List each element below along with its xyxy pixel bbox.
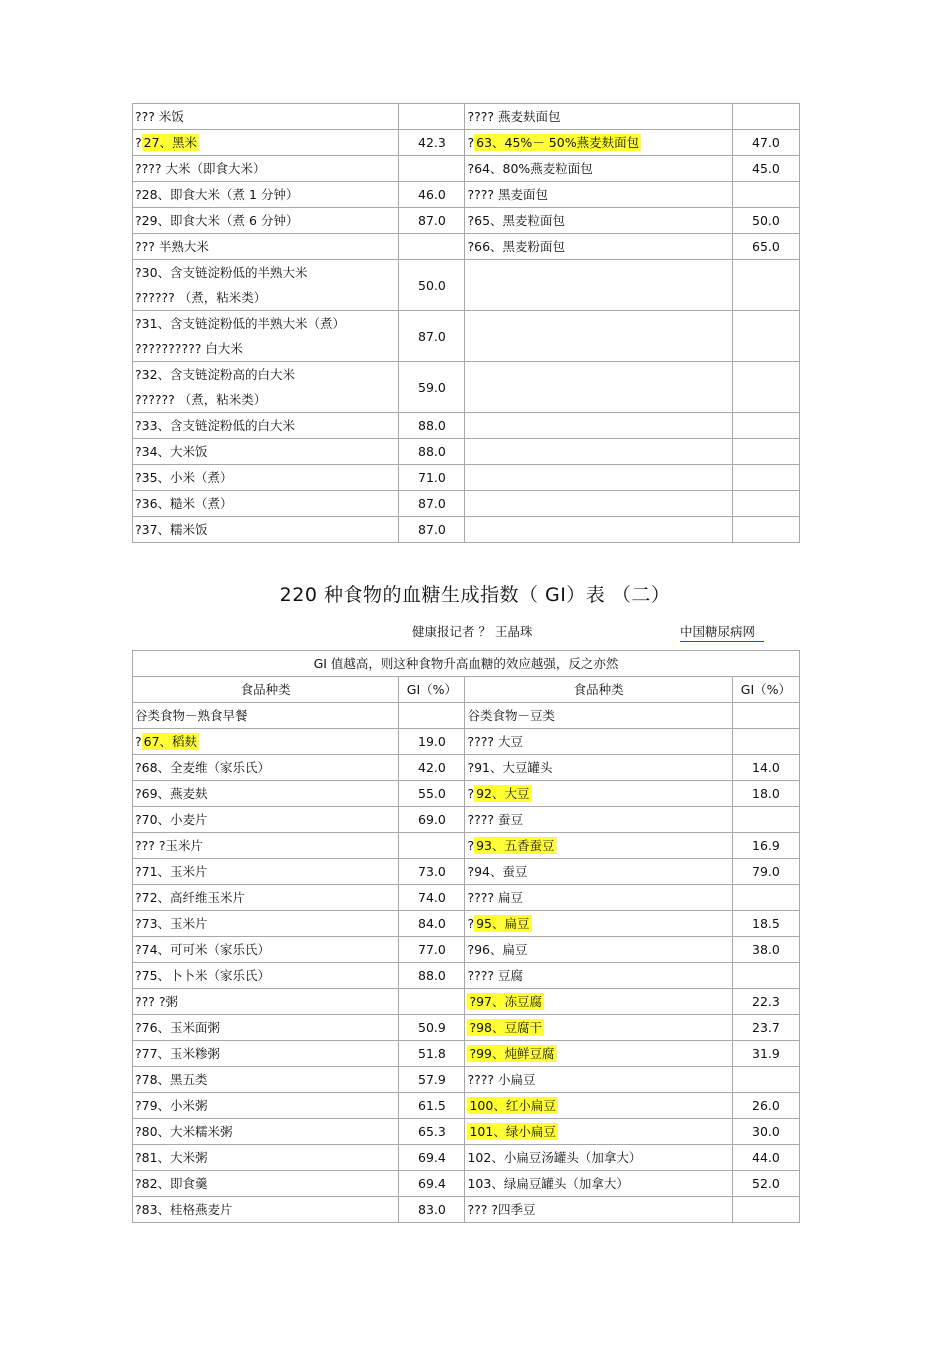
food-name-cell: 103、绿扁豆罐头（加拿大） (465, 1171, 732, 1197)
gi-value-cell: 65.0 (732, 234, 799, 260)
food-name-cell: ???? 大米（即食大米） (133, 156, 399, 182)
food-name-cell: ?77、玉米糁粥 (133, 1041, 399, 1067)
gi-value-cell: 87.0 (399, 208, 465, 234)
food-name-cell: ???? 蚕豆 (465, 807, 732, 833)
gi-value-cell: 88.0 (399, 413, 465, 439)
gi-value-cell: 16.9 (732, 833, 799, 859)
gi-value-cell (399, 989, 465, 1015)
food-name-cell (133, 260, 399, 311)
highlighted-food-name: ?97、冻豆腐 (469, 994, 543, 1009)
gi-value-cell: 79.0 (732, 859, 799, 885)
food-name-cell: ???? 黑麦面包 (465, 182, 732, 208)
gi-value-cell (732, 491, 799, 517)
food-name-cell: ?79、小米粥 (133, 1093, 399, 1119)
food-name-cell (133, 311, 399, 362)
food-name-line1: ?30、含支链淀粉低的半熟大米 (135, 265, 308, 280)
gi-value-cell: 69.4 (399, 1145, 465, 1171)
gi-value-cell: 18.0 (732, 781, 799, 807)
food-name-cell: ?69、燕麦麸 (133, 781, 399, 807)
gi-value-cell: 50.9 (399, 1015, 465, 1041)
gi-value-cell: 38.0 (732, 937, 799, 963)
food-name-cell: ?28、即食大米（煮 1 分钟） (133, 182, 399, 208)
food-name-cell (465, 833, 732, 859)
table-row (133, 1197, 800, 1223)
table-row (133, 1015, 800, 1041)
gi-value-cell (732, 362, 799, 413)
gi-value-cell (732, 729, 799, 755)
food-name-cell (465, 1041, 732, 1067)
table-note: GI 值越高，则这种食物升高血糖的效应越强，反之亦然 (133, 651, 800, 677)
gi-value-cell (399, 234, 465, 260)
gi-value-cell (399, 156, 465, 182)
food-name-cell: ?76、玉米面粥 (133, 1015, 399, 1041)
food-name-cell: ?83、桂格燕麦片 (133, 1197, 399, 1223)
food-name-cell (465, 130, 732, 156)
food-name-cell: 102、小扁豆汤罐头（加拿大） (465, 1145, 732, 1171)
food-name-cell (465, 439, 732, 465)
table-row (133, 703, 800, 729)
gi-value-cell: 74.0 (399, 885, 465, 911)
page-title: 220 种食物的血糖生成指数（ GI）表 （二） (279, 584, 671, 606)
food-name-cell: ?64、80%燕麦粒面包 (465, 156, 732, 182)
table-row (133, 491, 800, 517)
gi-value-cell: 84.0 (399, 911, 465, 937)
gi-value-cell (732, 465, 799, 491)
highlighted-food-name: ?99、炖鲜豆腐 (469, 1046, 555, 1061)
table-row (133, 413, 800, 439)
gi-value-cell (732, 1067, 799, 1093)
gi-value-cell (732, 807, 799, 833)
gi-value-cell (732, 260, 799, 311)
gi-value-cell: 42.0 (399, 755, 465, 781)
highlighted-food-name: 100、红小扁豆 (469, 1098, 556, 1113)
table-row (133, 833, 800, 859)
food-name-cell: ???? 大豆 (465, 729, 732, 755)
table-row (133, 729, 800, 755)
food-name-line2: ?????????? 白大米 (135, 341, 243, 356)
food-name-cell: ???? 豆腐 (465, 963, 732, 989)
gi-value-cell: 69.4 (399, 1171, 465, 1197)
food-name-cell (465, 260, 732, 311)
gi-value-cell (399, 833, 465, 859)
food-name-cell: ?72、高纤维玉米片 (133, 885, 399, 911)
table-row (133, 1171, 800, 1197)
food-name-cell: ??? 米饭 (133, 104, 399, 130)
row-prefix: ? (467, 838, 475, 853)
gi-value-cell (399, 703, 465, 729)
gi-value-cell: 46.0 (399, 182, 465, 208)
table-row (133, 781, 800, 807)
table-row (133, 362, 800, 413)
reporter-credit: 健康报记者 ？ 王晶珠 (412, 624, 533, 639)
row-prefix: ? (467, 916, 475, 931)
food-name-cell: ?34、大米饭 (133, 439, 399, 465)
gi-value-cell: 77.0 (399, 937, 465, 963)
table-row (133, 807, 800, 833)
table-row (133, 755, 800, 781)
food-name-cell: ??? 半熟大米 (133, 234, 399, 260)
food-name-cell: ?29、即食大米（煮 6 分钟） (133, 208, 399, 234)
gi-value-cell: 65.3 (399, 1119, 465, 1145)
gi-value-cell: 52.0 (732, 1171, 799, 1197)
highlighted-food-name: 63、45%－ 50%燕麦麸面包 (476, 135, 640, 150)
table-row (133, 182, 800, 208)
gi-value-cell: 47.0 (732, 130, 799, 156)
food-name-cell (133, 130, 399, 156)
highlighted-food-name: 27、黑米 (143, 135, 198, 150)
gi-value-cell (732, 439, 799, 465)
food-name-cell (465, 989, 732, 1015)
food-name-cell: ?75、卜卜米（家乐氏） (133, 963, 399, 989)
gi-value-cell (399, 104, 465, 130)
food-name-cell (465, 781, 732, 807)
gi-value-cell: 57.9 (399, 1067, 465, 1093)
gi-value-cell: 87.0 (399, 491, 465, 517)
gi-value-cell: 73.0 (399, 859, 465, 885)
gi-table-part1 (132, 103, 800, 543)
highlighted-food-name: 95、扁豆 (476, 916, 530, 931)
food-name-cell: 谷类食物－熟食早餐 (133, 703, 399, 729)
food-name-cell (133, 362, 399, 413)
table-row (133, 311, 800, 362)
row-prefix: ? (135, 135, 142, 150)
table-row (133, 859, 800, 885)
food-name-cell: ?74、可可米（家乐氏） (133, 937, 399, 963)
gi-value-cell: 50.0 (399, 260, 465, 311)
gi-value-cell: 23.7 (732, 1015, 799, 1041)
food-name-line2: ?????? （煮，粘米类） (135, 290, 267, 305)
gi-value-cell: 69.0 (399, 807, 465, 833)
gi-value-cell (732, 413, 799, 439)
gi-value-cell: 87.0 (399, 311, 465, 362)
gi-value-cell: 14.0 (732, 755, 799, 781)
highlighted-food-name: 67、稻麸 (143, 734, 198, 749)
table-row (133, 260, 800, 311)
col-header-food-left: 食品种类 (133, 677, 399, 703)
table-row (133, 1119, 800, 1145)
food-name-cell: ?68、全麦维（家乐氏） (133, 755, 399, 781)
food-name-cell: ???? 扁豆 (465, 885, 732, 911)
food-name-cell (465, 911, 732, 937)
table-row (133, 1067, 800, 1093)
table-row (133, 963, 800, 989)
highlighted-food-name: ?98、豆腐干 (469, 1020, 543, 1035)
food-name-cell (465, 491, 732, 517)
col-header-food-right: 食品种类 (465, 677, 732, 703)
food-name-cell (465, 1015, 732, 1041)
highlighted-food-name: 93、五香蚕豆 (476, 838, 555, 853)
gi-value-cell (732, 517, 799, 543)
food-name-cell: ?36、糙米（煮） (133, 491, 399, 517)
table-row (133, 989, 800, 1015)
table-row (133, 1093, 800, 1119)
table-row (133, 156, 800, 182)
gi-value-cell: 87.0 (399, 517, 465, 543)
food-name-cell: ?96、扁豆 (465, 937, 732, 963)
food-name-cell: ?91、大豆罐头 (465, 755, 732, 781)
gi-value-cell: 26.0 (732, 1093, 799, 1119)
gi-value-cell: 50.0 (732, 208, 799, 234)
highlighted-food-name: 101、绿小扁豆 (469, 1124, 556, 1139)
row-prefix: ? (135, 734, 142, 749)
gi-value-cell: 45.0 (732, 156, 799, 182)
gi-value-cell (732, 311, 799, 362)
food-name-cell (465, 311, 732, 362)
food-name-cell: ?35、小米（煮） (133, 465, 399, 491)
row-prefix: ? (467, 135, 475, 150)
gi-value-cell: 44.0 (732, 1145, 799, 1171)
food-name-cell: ?82、即食羹 (133, 1171, 399, 1197)
gi-value-cell: 31.9 (732, 1041, 799, 1067)
food-name-cell: ??? ?四季豆 (465, 1197, 732, 1223)
note-row (133, 651, 800, 677)
gi-value-cell: 30.0 (732, 1119, 799, 1145)
gi-value-cell (732, 885, 799, 911)
food-name-cell (465, 517, 732, 543)
gi-value-cell: 51.8 (399, 1041, 465, 1067)
food-name-line1: ?32、含支链淀粉高的白大米 (135, 367, 296, 382)
col-header-gi-left: GI（%） (399, 677, 465, 703)
food-name-cell: ???? 小扁豆 (465, 1067, 732, 1093)
gi-value-cell (732, 182, 799, 208)
food-name-cell: ???? 燕麦麸面包 (465, 104, 732, 130)
gi-value-cell: 71.0 (399, 465, 465, 491)
food-name-cell: ?78、黑五类 (133, 1067, 399, 1093)
food-name-cell: ?70、小麦片 (133, 807, 399, 833)
gi-value-cell: 59.0 (399, 362, 465, 413)
gi-value-cell (732, 963, 799, 989)
food-name-cell: ??? ?粥 (133, 989, 399, 1015)
gi-value-cell: 55.0 (399, 781, 465, 807)
food-name-cell: 谷类食物－豆类 (465, 703, 732, 729)
table-row (133, 885, 800, 911)
gi-table-part2 (132, 650, 800, 1223)
table-row (133, 1145, 800, 1171)
table-row (133, 465, 800, 491)
food-name-cell (465, 465, 732, 491)
food-name-line1: ?31、含支链淀粉低的半熟大米（煮） (135, 316, 346, 331)
gi-value-cell: 61.5 (399, 1093, 465, 1119)
gi-table-part2-body (133, 651, 800, 1223)
food-name-cell: ?71、玉米片 (133, 859, 399, 885)
row-prefix: ? (467, 786, 475, 801)
table-row (133, 130, 800, 156)
gi-value-cell: 83.0 (399, 1197, 465, 1223)
header-row (133, 677, 800, 703)
gi-value-cell: 19.0 (399, 729, 465, 755)
table-row (133, 911, 800, 937)
food-name-cell (465, 362, 732, 413)
table-row (133, 104, 800, 130)
gi-value-cell: 88.0 (399, 963, 465, 989)
food-name-line2: ?????? （煮，粘米类） (135, 392, 267, 407)
gi-table-part1-body (133, 104, 800, 543)
gi-value-cell: 42.3 (399, 130, 465, 156)
col-header-gi-right: GI（%） (732, 677, 799, 703)
gi-value-cell: 22.3 (732, 989, 799, 1015)
table-row (133, 1041, 800, 1067)
food-name-cell (465, 1093, 732, 1119)
table-row (133, 234, 800, 260)
food-name-cell: ?80、大米糯米粥 (133, 1119, 399, 1145)
table-row (133, 937, 800, 963)
table-row (133, 517, 800, 543)
gi-value-cell (732, 703, 799, 729)
food-name-cell: ?65、黑麦粒面包 (465, 208, 732, 234)
food-name-cell (465, 413, 732, 439)
table-row (133, 439, 800, 465)
source-link[interactable]: 中国糖尿病网 (680, 622, 764, 642)
highlighted-food-name: 92、大豆 (476, 786, 530, 801)
gi-value-cell (732, 104, 799, 130)
gi-value-cell: 88.0 (399, 439, 465, 465)
gi-value-cell: 18.5 (732, 911, 799, 937)
table-row (133, 208, 800, 234)
food-name-cell: ??? ?玉米片 (133, 833, 399, 859)
gi-value-cell (732, 1197, 799, 1223)
food-name-cell (465, 1119, 732, 1145)
food-name-cell: ?37、糯米饭 (133, 517, 399, 543)
food-name-cell: ?94、蚕豆 (465, 859, 732, 885)
food-name-cell: ?33、含支链淀粉低的白大米 (133, 413, 399, 439)
food-name-cell (133, 729, 399, 755)
food-name-cell: ?81、大米粥 (133, 1145, 399, 1171)
food-name-cell: ?66、黑麦粉面包 (465, 234, 732, 260)
food-name-cell: ?73、玉米片 (133, 911, 399, 937)
